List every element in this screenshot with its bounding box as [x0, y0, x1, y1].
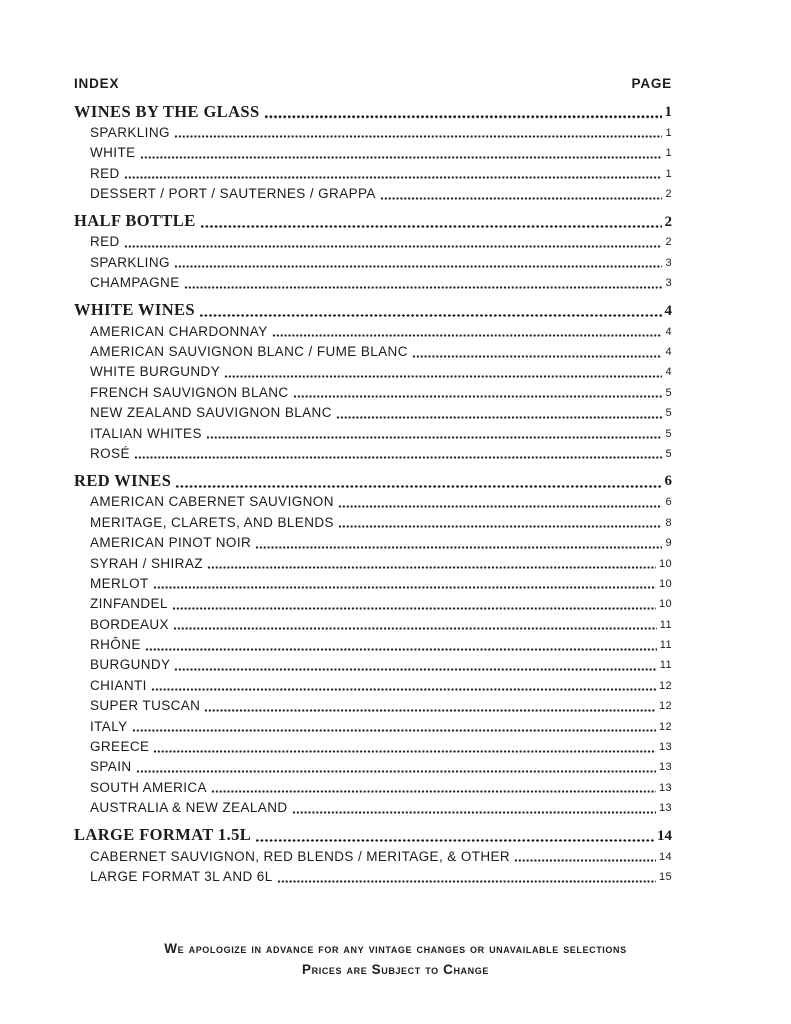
item-page-number: 1 — [665, 126, 672, 139]
item-label: FRENCH SAUVIGNON BLANC — [90, 384, 289, 400]
dot-leader — [124, 176, 663, 179]
item-page-number: 5 — [665, 447, 672, 460]
toc-sections — [74, 100, 672, 886]
toc-item-row — [74, 361, 672, 381]
item-label: MERITAGE, CLARETS, AND BLENDS — [90, 514, 334, 530]
toc-item-row — [74, 511, 672, 531]
toc-section-row — [74, 100, 672, 121]
item-label: DESSERT / PORT / SAUTERNES / GRAPPA — [90, 186, 376, 202]
dot-leader — [338, 525, 663, 528]
section-page-number: 1 — [664, 104, 672, 120]
item-page-number: 12 — [658, 679, 672, 692]
dot-leader — [175, 485, 661, 488]
item-label: MERLOT — [90, 575, 149, 591]
dot-leader — [412, 355, 663, 358]
toc-item-row — [74, 592, 672, 612]
dot-leader — [255, 839, 654, 842]
item-page-number: 11 — [659, 639, 672, 652]
section-title: WHITE WINES — [74, 300, 196, 320]
dot-leader — [200, 225, 662, 228]
item-label: CHIANTI — [90, 677, 147, 693]
section-title: RED WINES — [74, 470, 172, 490]
toc-header-row — [74, 76, 672, 91]
toc-item-row — [74, 865, 672, 885]
dot-leader — [293, 395, 663, 398]
item-label: SPARKLING — [90, 124, 170, 140]
toc-item-row — [74, 141, 672, 161]
item-label: WHITE BURGUNDY — [90, 364, 221, 380]
item-label: RED — [90, 165, 120, 181]
section-page-number: 2 — [664, 213, 672, 230]
item-page-number: 13 — [658, 741, 672, 754]
section-page-number: 14 — [657, 827, 672, 844]
section-page-number: 6 — [664, 473, 672, 490]
toc-item-row — [74, 320, 672, 340]
item-page-number: 10 — [658, 598, 672, 611]
dot-leader — [199, 314, 661, 317]
toc-item-row — [74, 422, 672, 442]
item-page-number: 8 — [665, 516, 672, 529]
dot-leader — [207, 566, 656, 569]
dot-leader — [153, 750, 656, 753]
section-title: HALF BOTTLE — [74, 211, 196, 231]
item-label: GREECE — [90, 739, 150, 755]
section-page-number: 4 — [664, 302, 672, 319]
dot-leader — [514, 859, 656, 862]
toc-item-row — [74, 381, 672, 401]
section-title: LARGE FORMAT 1.5L — [74, 825, 252, 845]
item-label: ROSÉ — [90, 445, 130, 461]
dot-leader — [174, 668, 656, 671]
page-heading: PAGE — [631, 76, 672, 91]
toc-section — [74, 824, 672, 886]
item-label: RED — [90, 234, 120, 250]
toc-section — [74, 469, 672, 816]
dot-leader — [336, 416, 663, 419]
toc-item-row — [74, 490, 672, 510]
toc-section — [74, 299, 672, 463]
section-title: WINES BY THE GLASS — [74, 101, 260, 121]
item-page-number: 5 — [665, 407, 672, 420]
item-label: BURGUNDY — [90, 657, 171, 673]
dot-leader — [173, 627, 657, 630]
item-page-number: 10 — [658, 557, 672, 570]
item-label: SYRAH / SHIRAZ — [90, 555, 203, 571]
item-label: AMERICAN SAUVIGNON BLANC / FUME BLANC — [90, 344, 408, 360]
item-label: CHAMPAGNE — [90, 275, 180, 291]
dot-leader — [151, 688, 656, 691]
item-page-number: 2 — [665, 188, 672, 201]
item-label: SOUTH AMERICA — [90, 779, 207, 795]
item-label: ITALY — [90, 718, 128, 734]
toc-item-row — [74, 715, 672, 735]
dot-leader — [255, 546, 662, 549]
item-label: LARGE FORMAT 3L AND 6L — [90, 869, 273, 884]
item-page-number: 13 — [658, 802, 672, 815]
dot-leader — [277, 880, 656, 883]
item-page-number: 13 — [658, 781, 672, 794]
dot-leader — [132, 729, 656, 732]
toc-item-row — [74, 401, 672, 421]
toc-item-row — [74, 756, 672, 776]
item-label: ITALIAN WHITES — [90, 425, 202, 441]
toc-item-row — [74, 442, 672, 462]
toc-section-row — [74, 210, 672, 231]
item-page-number: 13 — [658, 761, 672, 774]
toc-item-row — [74, 674, 672, 694]
toc-item-row — [74, 694, 672, 714]
footer-note-prices: Prices are Subject to Change — [302, 962, 489, 977]
toc-item-row — [74, 231, 672, 251]
item-label: AMERICAN PINOT NOIR — [90, 535, 252, 551]
item-page-number: 11 — [659, 618, 672, 631]
item-page-number: 4 — [665, 346, 672, 359]
item-page-number: 3 — [665, 277, 672, 290]
dot-leader — [140, 156, 663, 159]
item-label: WHITE — [90, 145, 136, 161]
toc-item-row — [74, 271, 672, 291]
dot-leader — [338, 505, 663, 508]
toc-item-row — [74, 776, 672, 796]
dot-leader — [145, 648, 657, 651]
toc-item-row — [74, 654, 672, 674]
dot-leader — [172, 607, 656, 610]
toc-item-row — [74, 613, 672, 633]
toc-item-row — [74, 531, 672, 551]
dot-leader — [153, 586, 656, 589]
dot-leader — [272, 334, 663, 337]
item-page-number: 12 — [658, 720, 672, 733]
item-label: ZINFANDEL — [90, 596, 168, 612]
toc-item-row — [74, 735, 672, 755]
toc-item-row — [74, 340, 672, 360]
dot-leader — [174, 265, 663, 268]
item-page-number: 10 — [658, 577, 672, 590]
item-page-number: 1 — [665, 147, 672, 160]
toc-item-row — [74, 121, 672, 141]
index-heading: INDEX — [74, 76, 120, 91]
toc-section — [74, 210, 672, 292]
footer-notes — [0, 938, 791, 980]
dot-leader — [134, 456, 663, 459]
toc-item-row — [74, 796, 672, 816]
toc-item-row — [74, 251, 672, 271]
toc-item-row — [74, 182, 672, 202]
item-label: SPAIN — [90, 759, 132, 775]
toc-section-row — [74, 469, 672, 490]
toc-section — [74, 100, 672, 203]
item-page-number: 14 — [658, 850, 672, 863]
item-page-number: 4 — [665, 366, 672, 379]
dot-leader — [204, 709, 656, 712]
item-label: SPARKLING — [90, 254, 170, 270]
item-page-number: 6 — [665, 496, 672, 509]
toc-item-row — [74, 162, 672, 182]
item-page-number: 5 — [665, 386, 672, 399]
item-label: BORDEAUX — [90, 616, 169, 632]
item-page-number: 11 — [659, 659, 672, 672]
footer-note-vintage: We apologize in advance for any vintage changes or unavailable selections — [164, 941, 627, 956]
dot-leader — [136, 770, 656, 773]
toc-item-row — [74, 845, 672, 865]
toc-item-row — [74, 572, 672, 592]
toc-item-row — [74, 552, 672, 572]
item-page-number: 5 — [665, 427, 672, 440]
dot-leader — [264, 115, 662, 118]
toc-section-row — [74, 824, 672, 845]
item-label: AMERICAN CABERNET SAUVIGNON — [90, 494, 334, 510]
item-page-number: 15 — [658, 871, 672, 883]
toc-item-row — [74, 633, 672, 653]
item-page-number: 1 — [665, 167, 672, 180]
toc-content — [74, 76, 672, 886]
dot-leader — [211, 790, 656, 793]
item-page-number: 9 — [665, 537, 672, 550]
item-label: SUPER TUSCAN — [90, 698, 201, 714]
item-page-number: 4 — [665, 325, 672, 338]
item-page-number: 12 — [658, 700, 672, 713]
item-label: AUSTRALIA & NEW ZEALAND — [90, 800, 288, 816]
item-label: AMERICAN CHARDONNAY — [90, 323, 268, 339]
item-label: CABERNET SAUVIGNON, RED BLENDS / MERITAGE, & OTHER — [90, 848, 511, 864]
item-label: NEW ZEALAND SAUVIGNON BLANC — [90, 405, 332, 421]
toc-section-row — [74, 299, 672, 320]
dot-leader — [174, 135, 663, 138]
dot-leader — [292, 811, 656, 814]
item-page-number: 3 — [665, 256, 672, 269]
dot-leader — [184, 286, 663, 289]
item-page-number: 2 — [665, 236, 672, 249]
dot-leader — [380, 197, 663, 200]
dot-leader — [224, 375, 662, 378]
dot-leader — [124, 245, 663, 248]
item-label: RHÔNE — [90, 637, 141, 653]
dot-leader — [206, 436, 663, 439]
